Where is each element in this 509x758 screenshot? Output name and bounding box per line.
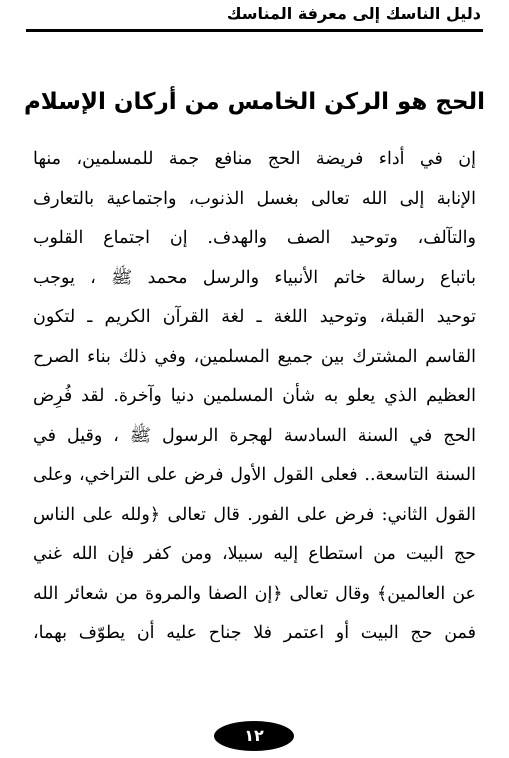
- text-line: إن في أداء فريضة الحج منافع جمة للمسلمين، منها: [33, 149, 476, 169]
- text-line: العظيم الذي يعلو به شأن المسلمين دنيا وآخرة. لقد فُرِض: [33, 386, 476, 406]
- page-number-badge: [214, 721, 294, 751]
- text-line: القاسم المشترك بين جميع المسلمين، وفي ذلك بناء الصرح: [33, 346, 476, 367]
- text-line: والتآلف، وتوحيد الصف والهدف. إن اجتماع القلوب: [33, 228, 476, 248]
- text-line: السنة التاسعة.. فعلى القول الأول فرض على التراخي، وعلى: [33, 465, 476, 485]
- header-rule: [26, 29, 483, 32]
- text-line: باتباع رسالة خاتم الأنبياء والرسل محمد ﷺ ، يوجب: [33, 267, 476, 288]
- chapter-title: الحج هو الركن الخامس من أركان الإسلام: [23, 89, 486, 115]
- text-line: الإنابة إلى الله تعالى بغسل الذنوب، واجتماعية بالتعارف: [33, 188, 476, 209]
- text-line: فمن حج البيت أو اعتمر فلا جناح عليه أن يطوّف بهما،: [33, 623, 476, 643]
- text-line: عن العالمين﴾ وقال تعالى ﴿إن الصفا والمروة من شعائر الله: [33, 583, 476, 604]
- text-line: حج البيت من استطاع إليه سبيلا، ومن كفر فإن الله غني: [33, 544, 476, 564]
- running-header-title: دليل الناسك إلى معرفة المناسك: [226, 4, 481, 23]
- text-line: توحيد القبلة، وتوحيد اللغة ـ لغة القرآن الكريم ـ لتكون: [33, 307, 476, 327]
- text-line: الحج في السنة السادسة لهجرة الرسول ﷺ ، وقيل في: [33, 425, 476, 446]
- page-number: ١٢: [244, 726, 264, 745]
- body-text: [33, 140, 476, 654]
- text-line: القول الثاني: فرض على الفور. قال تعالى ﴿ولله على الناس: [33, 504, 476, 525]
